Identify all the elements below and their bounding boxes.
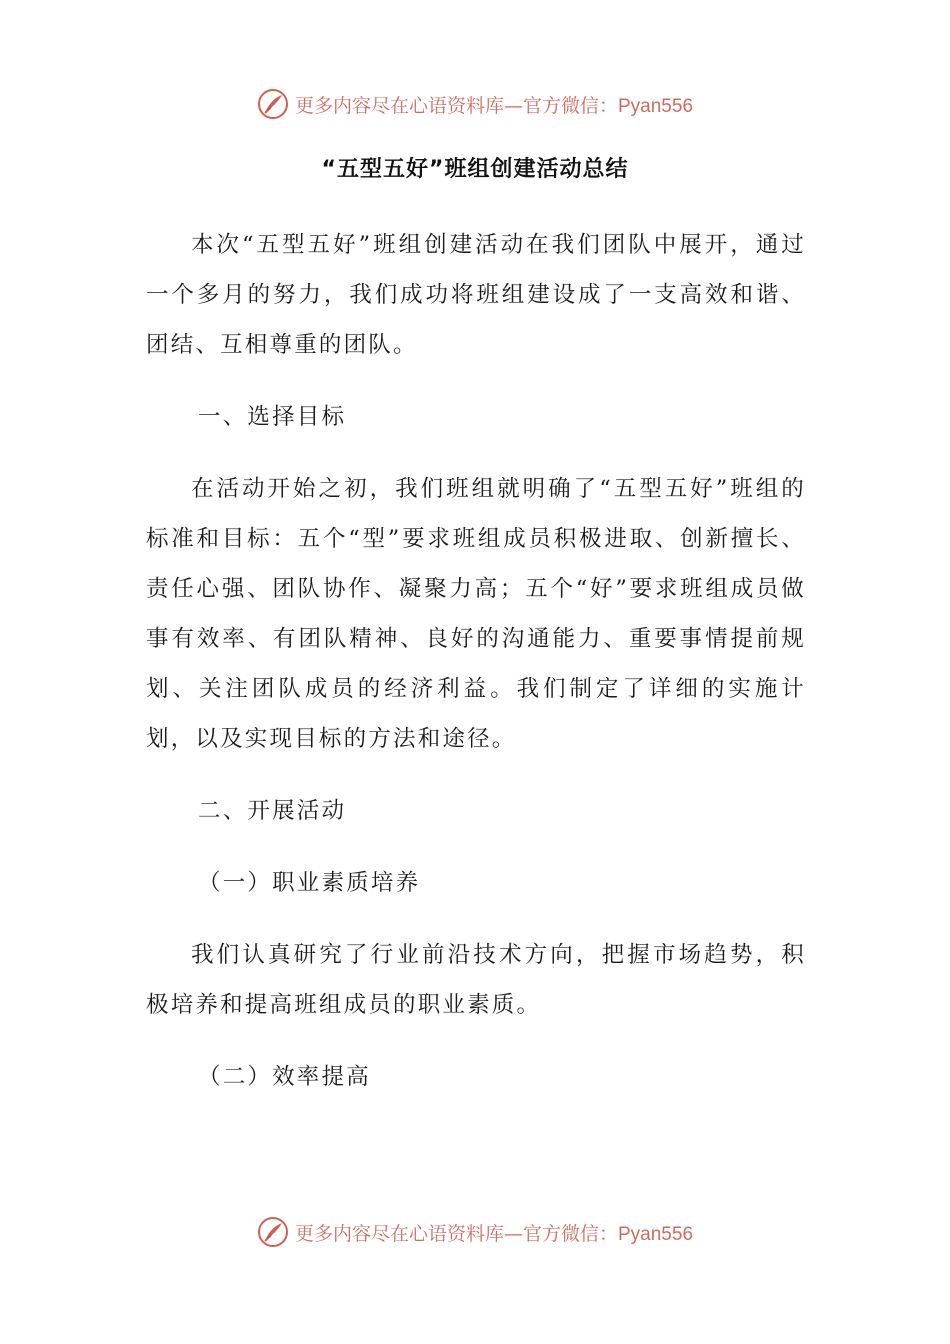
document-body — [146, 220, 806, 1124]
document-title: “五型五好”班组创建活动总结 — [321, 157, 629, 182]
section-heading-2: 二、开展活动 — [198, 798, 347, 824]
header-watermark — [0, 84, 950, 124]
subsection-heading-1: （一）职业素质培养 — [198, 870, 421, 896]
watermark-text: 更多内容尽在心语资料库—官方微信：Pyan556 — [294, 1222, 694, 1245]
watermark-text: 更多内容尽在心语资料库—官方微信：Pyan556 — [294, 94, 694, 117]
quill-logo-icon — [257, 1216, 289, 1248]
section-1-paragraph: 在活动开始之初，我们班组就明确了“五型五好”班组的标准和目标：五个“型”要求班组成员积极进取、创新擅长、责任心强、团队协作、凝聚力高；五个“好”要求班组成员做事有效率、有团队精神、良好的沟通能力、重要事情提前规划、关注团队成员的经济利益。我们制定了详细的实施计划，以及实现目标的方法和途径。 — [146, 476, 806, 752]
quill-logo-icon — [257, 88, 289, 120]
subsection-heading-2: （二）效率提高 — [198, 1064, 371, 1090]
section-heading-1: 一、选择目标 — [198, 404, 347, 430]
intro-paragraph: 本次“五型五好”班组创建活动在我们团队中展开，通过一个多月的努力，我们成功将班组建设成了一支高效和谐、团结、互相尊重的团队。 — [146, 232, 806, 358]
footer-watermark — [0, 1212, 950, 1252]
subsection-1-paragraph: 我们认真研究了行业前沿技术方向，把握市场趋势，积极培养和提高班组成员的职业素质。 — [146, 942, 806, 1018]
